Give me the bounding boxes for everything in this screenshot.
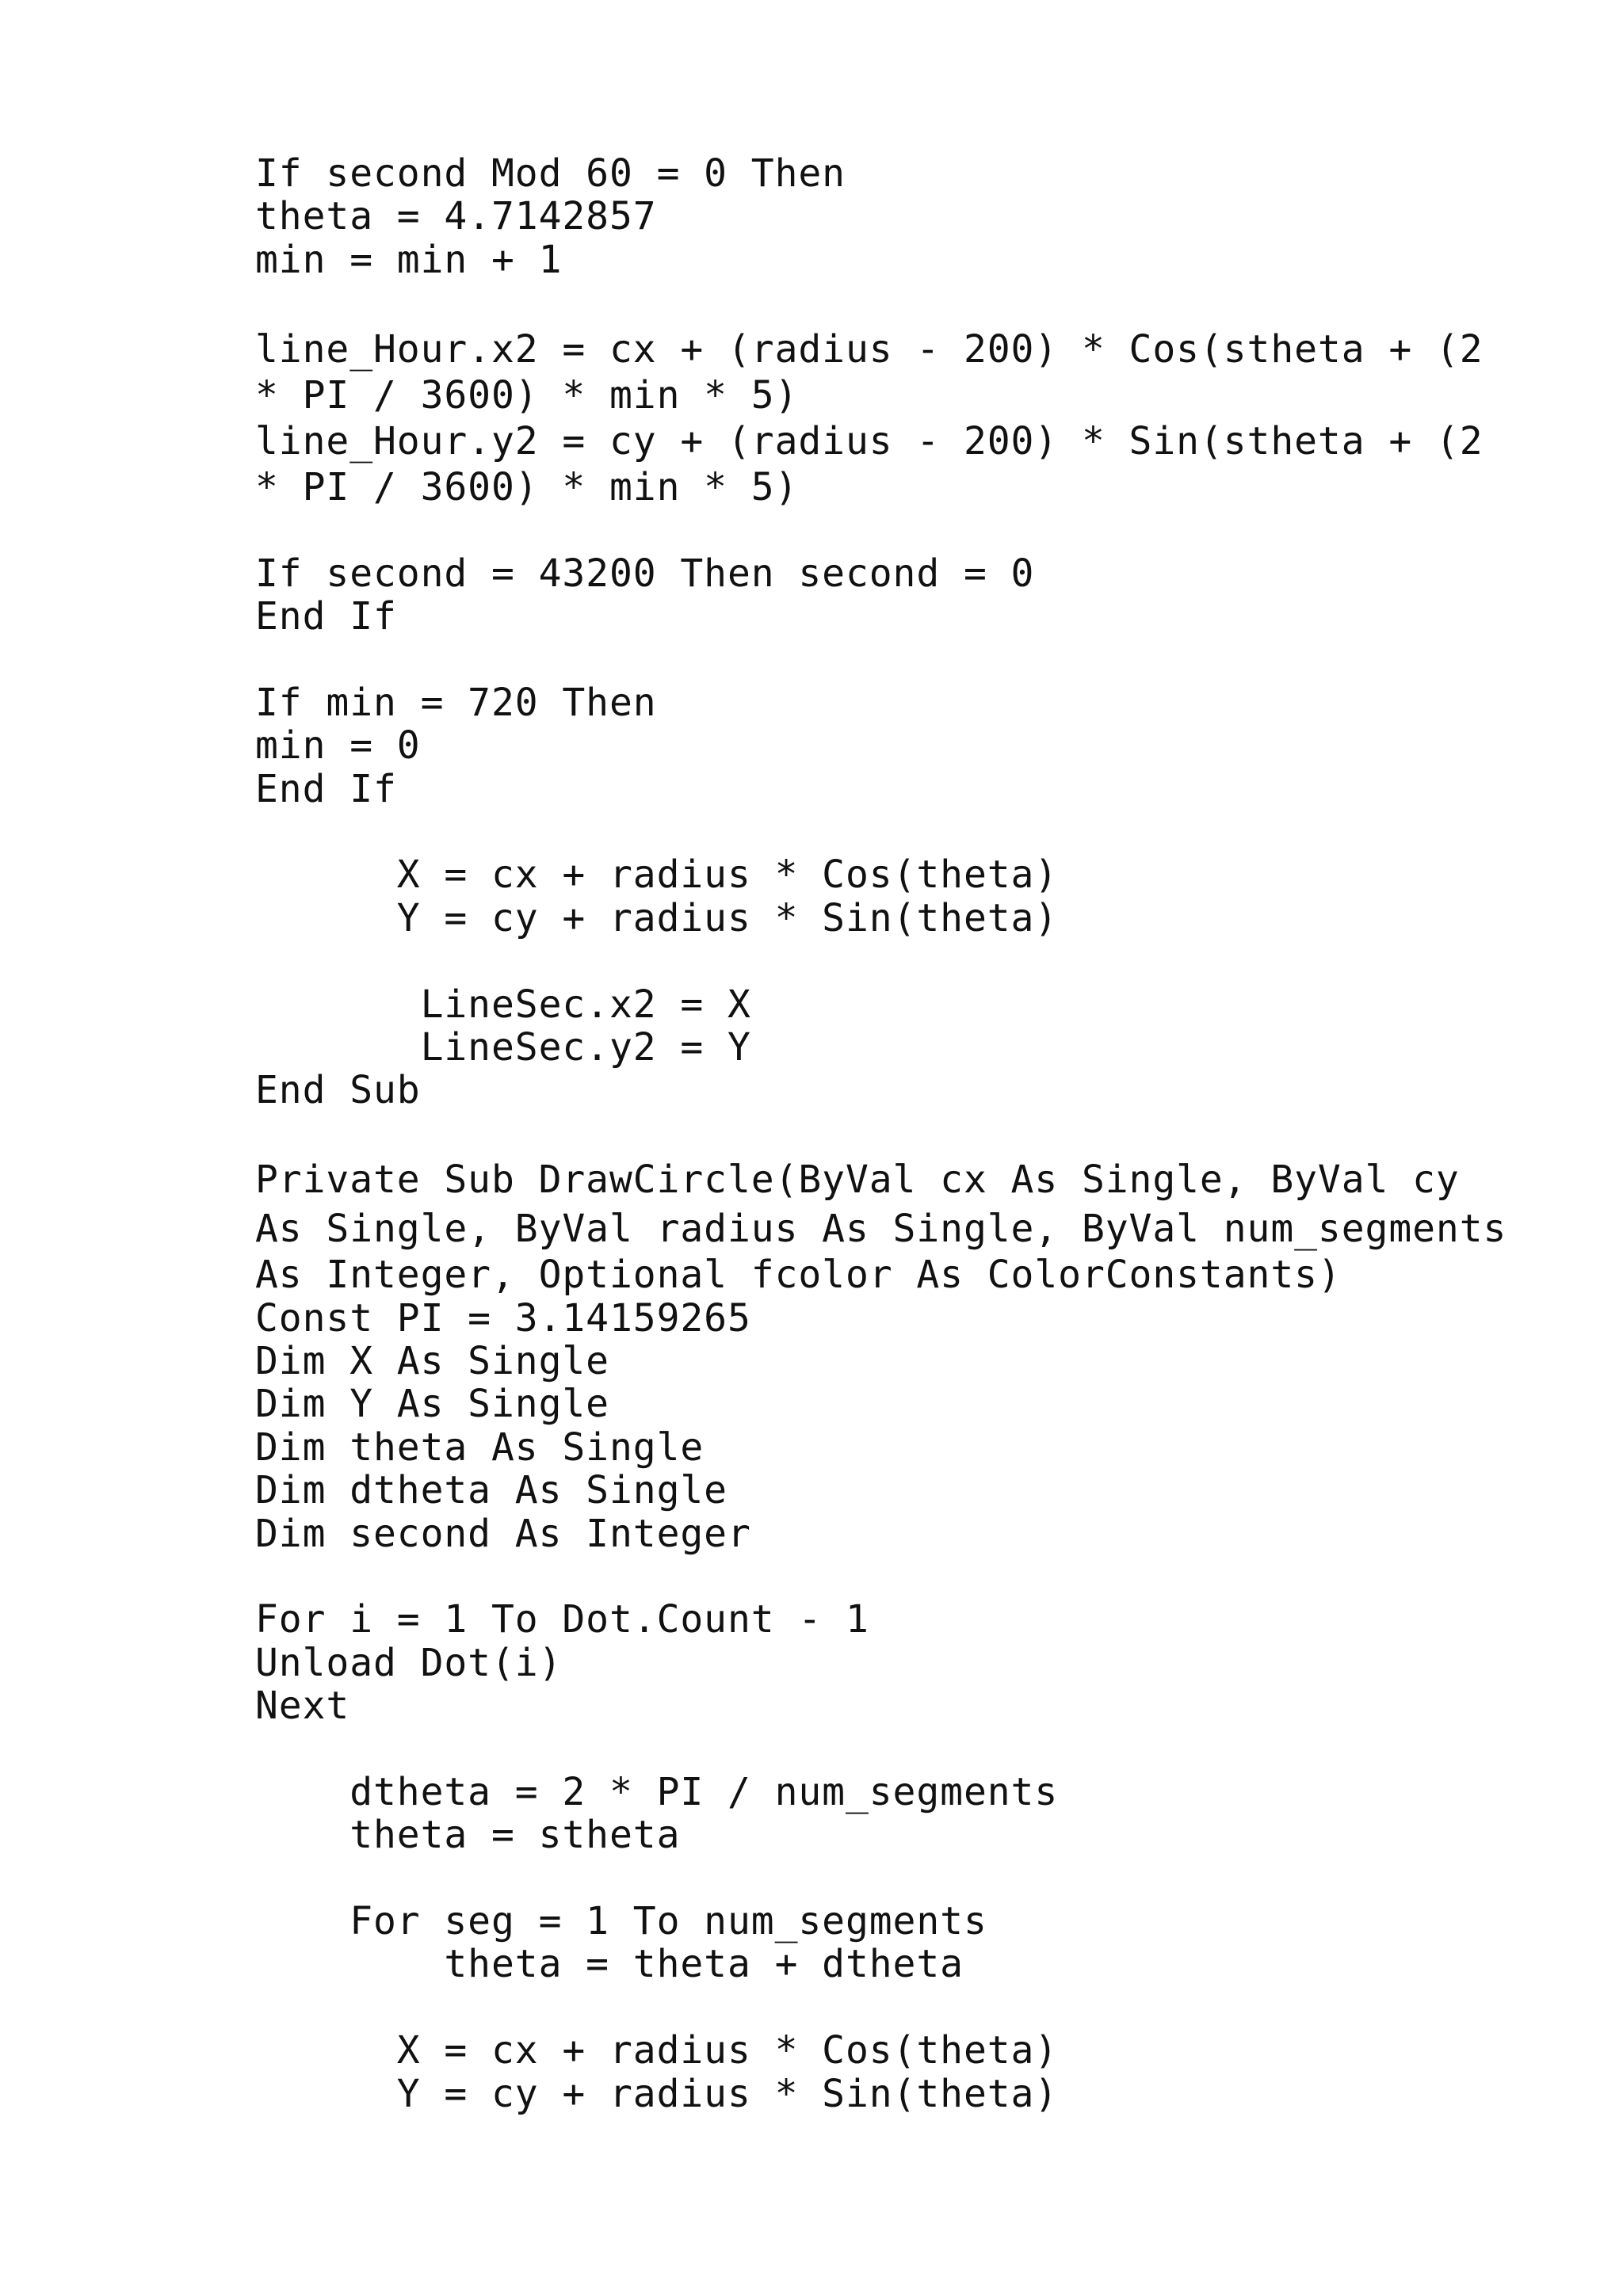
code-line: Y = cy + radius * Sin(theta) xyxy=(255,2071,1059,2116)
code-line: As Single, ByVal radius As Single, ByVal num_segments xyxy=(255,1207,1507,1252)
code-line: * PI / 3600) * min * 5) xyxy=(255,464,799,509)
code-line: Dim X As Single xyxy=(255,1338,609,1383)
code-line: End If xyxy=(255,766,397,811)
code-line: line_Hour.x2 = cx + (radius - 200) * Cos(stheta + (2 xyxy=(255,326,1484,372)
code-line: If second = 43200 Then second = 0 xyxy=(255,551,1035,596)
code-line: Dim Y As Single xyxy=(255,1382,609,1427)
code-line: * PI / 3600) * min * 5) xyxy=(255,372,799,418)
code-line: Dim second As Integer xyxy=(255,1511,751,1556)
code-line: Private Sub DrawCircle(ByVal cx As Single, ByVal cy xyxy=(255,1158,1460,1203)
code-line: theta = 4.7142857 xyxy=(255,194,657,239)
blank-line xyxy=(255,940,1587,982)
code-line: For i = 1 To Dot.Count - 1 xyxy=(255,1597,869,1642)
blank-line xyxy=(255,1728,1587,1771)
blank-line xyxy=(255,1555,1587,1598)
code-line: Y = cy + radius * Sin(theta) xyxy=(255,895,1059,940)
blank-line xyxy=(255,1986,1587,2029)
code-line: dtheta = 2 * PI / num_segments xyxy=(255,1769,1059,1814)
blank-line xyxy=(255,1112,1587,1155)
code-line: line_Hour.y2 = cy + (radius - 200) * Sin(stheta + (2 xyxy=(255,418,1484,463)
code-line: Dim dtheta As Single xyxy=(255,1468,727,1513)
code-line: theta = theta + dtheta xyxy=(255,1942,964,1987)
code-line: X = cx + radius * Cos(theta) xyxy=(255,2028,1059,2073)
code-line: Next xyxy=(255,1684,350,1729)
code-line: End Sub xyxy=(255,1068,421,1113)
code-line: min = 0 xyxy=(255,723,421,769)
code-line: LineSec.y2 = Y xyxy=(255,1025,751,1070)
blank-line xyxy=(255,639,1587,681)
code-line: LineSec.x2 = X xyxy=(255,982,751,1027)
code-line: As Integer, Optional fcolor As ColorConstants) xyxy=(255,1253,1342,1298)
code-line: min = min + 1 xyxy=(255,237,563,282)
code-line: theta = stheta xyxy=(255,1813,681,1858)
code-block xyxy=(255,152,1587,2115)
code-line: Dim theta As Single xyxy=(255,1425,705,1470)
code-line: X = cx + radius * Cos(theta) xyxy=(255,852,1059,898)
code-line: For seg = 1 To num_segments xyxy=(255,1899,987,1944)
blank-line xyxy=(255,281,1587,324)
blank-line xyxy=(255,1857,1587,1900)
blank-line xyxy=(255,810,1587,853)
code-line: If min = 720 Then xyxy=(255,680,657,725)
code-line: Unload Dot(i) xyxy=(255,1640,563,1685)
code-line: Const PI = 3.14159265 xyxy=(255,1295,751,1341)
code-line: If second Mod 60 = 0 Then xyxy=(255,151,846,196)
code-line: End If xyxy=(255,594,397,639)
blank-line xyxy=(255,509,1587,551)
